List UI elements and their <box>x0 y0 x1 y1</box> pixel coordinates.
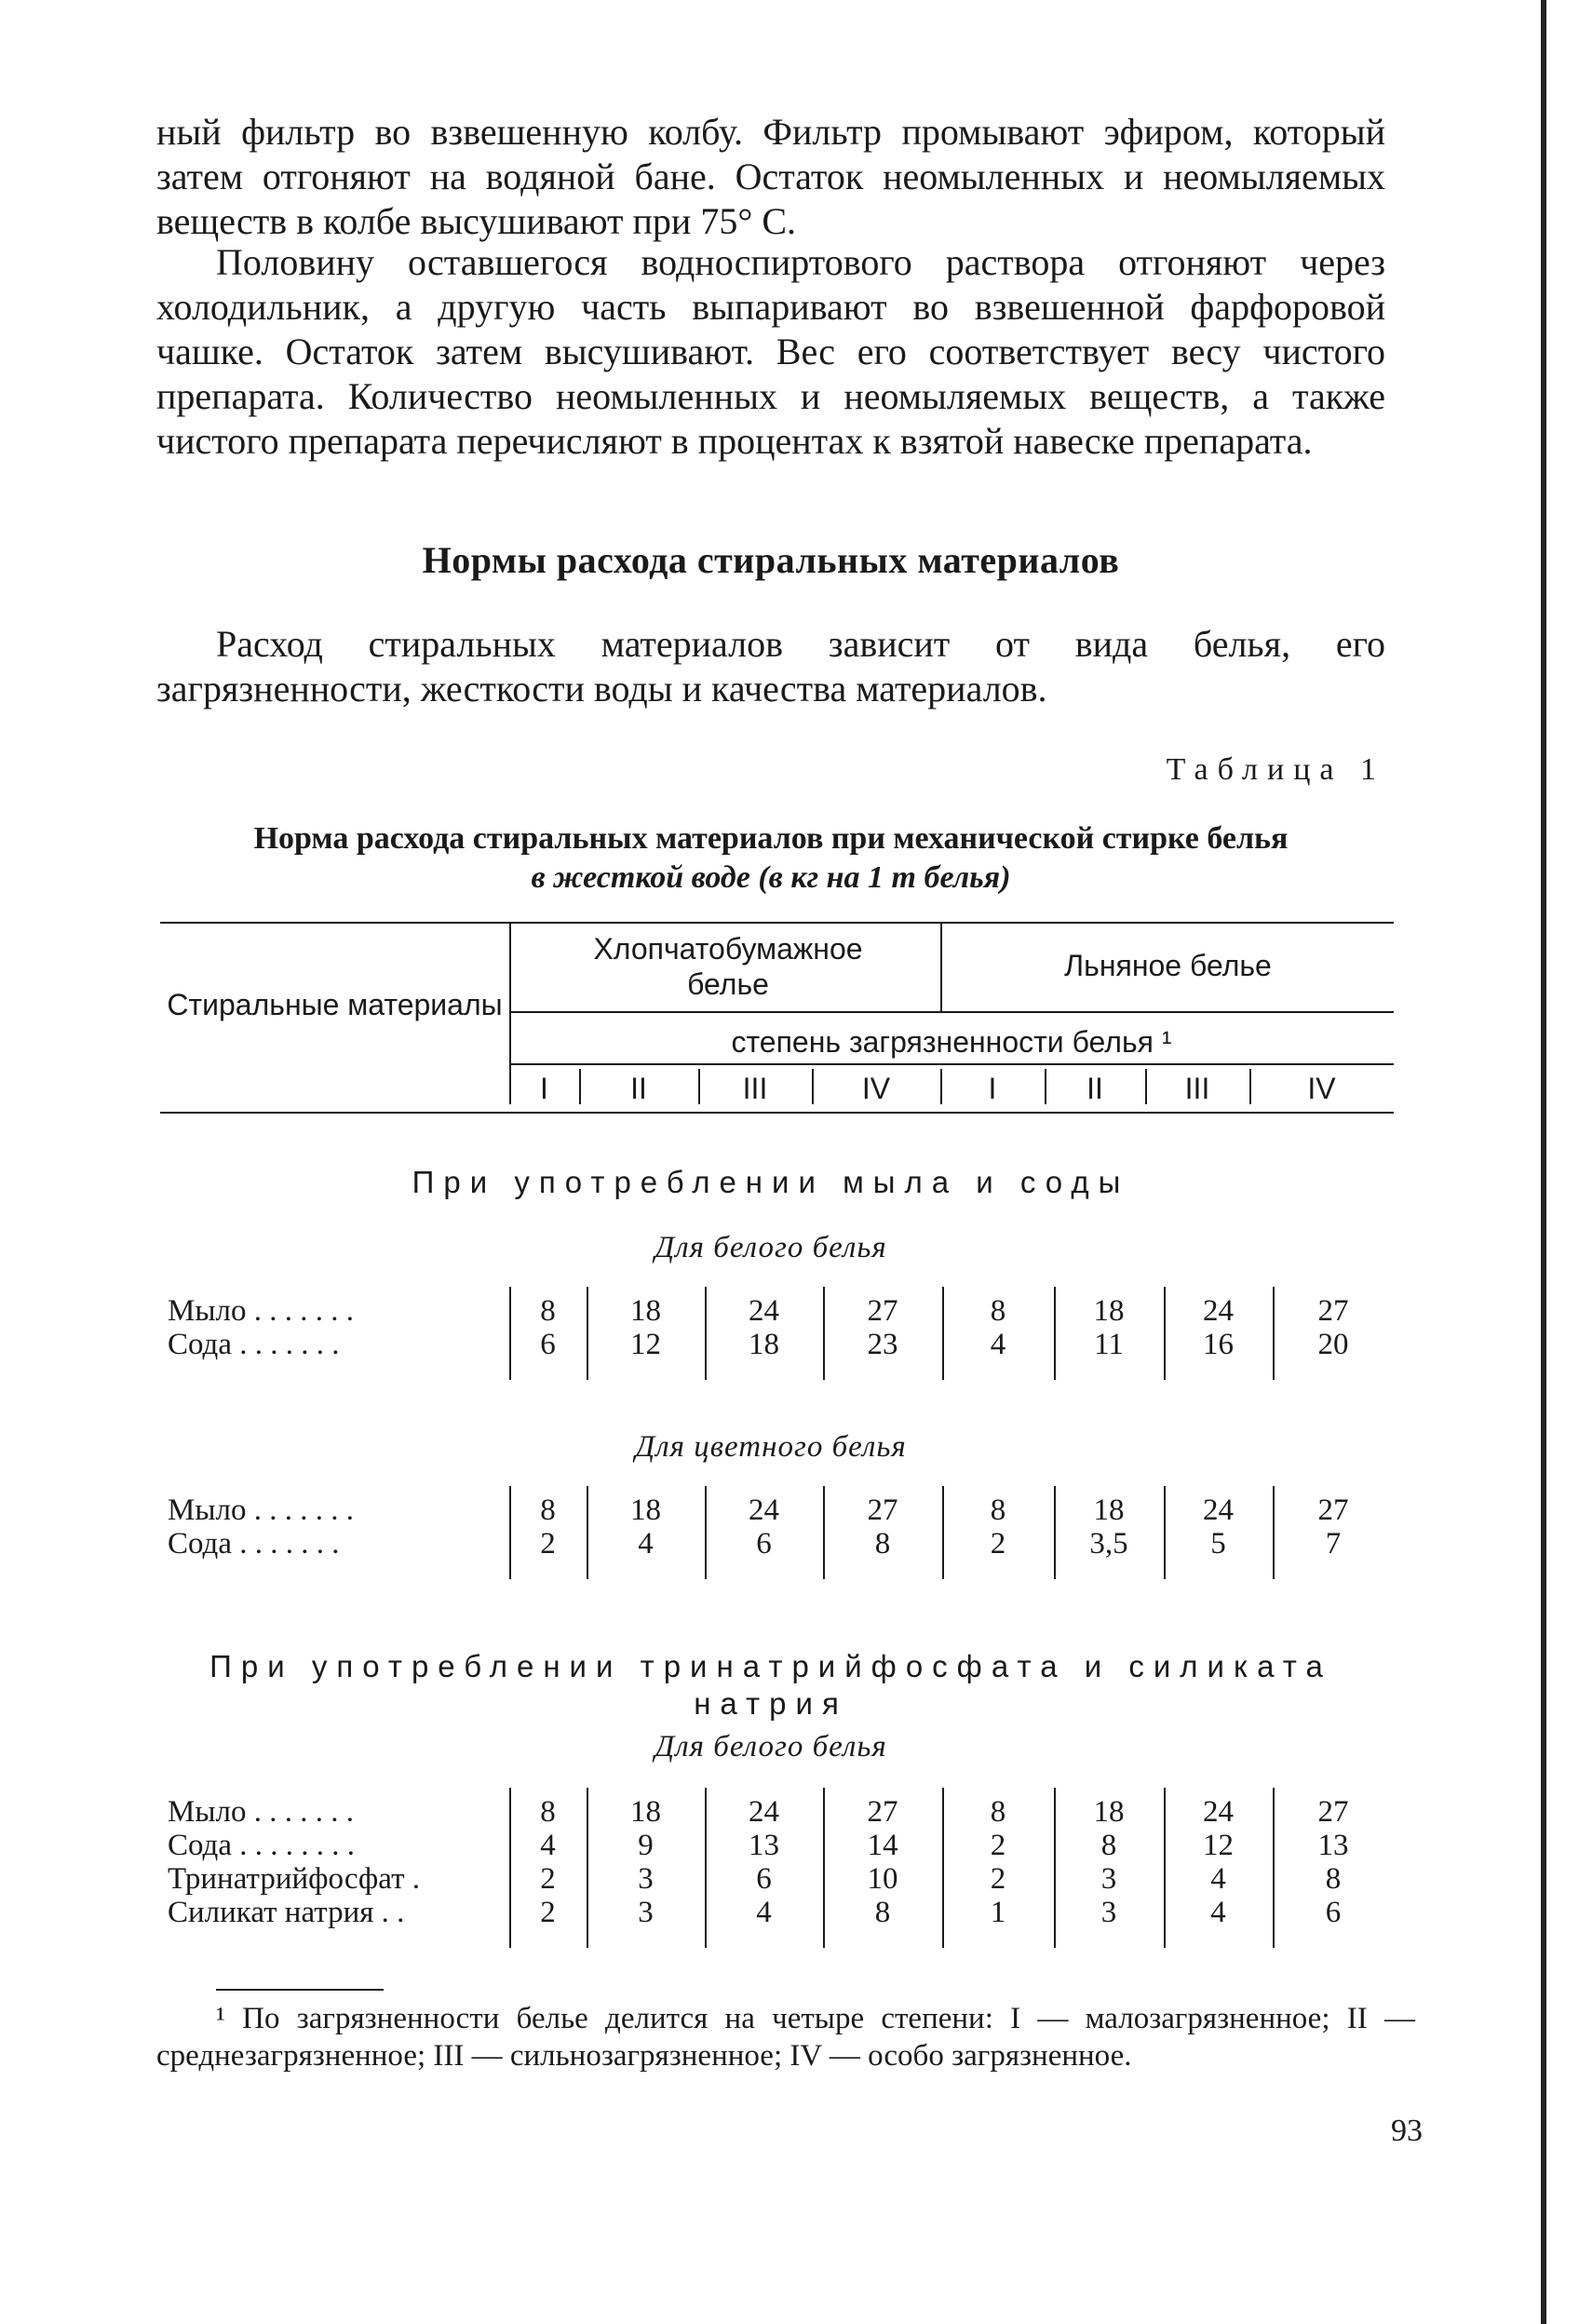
table-cell: 8 <box>1100 1829 1117 1862</box>
table-cell: 8 <box>540 1294 556 1328</box>
header-degree: степень загрязненности белья ¹ <box>731 1025 1172 1059</box>
group-subtitle: Для белого белья <box>655 1730 887 1763</box>
table-cell: 3 <box>1100 1862 1117 1896</box>
table-cell: 24 <box>1203 1795 1234 1829</box>
table-row <box>160 1294 1394 1328</box>
degree-cell: IV <box>1307 1072 1336 1105</box>
section-heading: Нормы расхода стиральных материалов <box>422 539 1120 581</box>
table-cell: 18 <box>749 1328 779 1361</box>
table-cell: 24 <box>749 1795 779 1829</box>
table-cell: 5 <box>1210 1527 1226 1561</box>
paragraph-consumption: Расход стиральных материалов зависит от вида белья, его загрязненности, жесткости воды и качества материалов. <box>156 623 1385 709</box>
group-subtitle: Для белого белья <box>655 1231 887 1264</box>
table-cell: 7 <box>1325 1527 1342 1561</box>
table-cell: 8 <box>990 1493 1006 1527</box>
table-row <box>160 1527 1394 1561</box>
table-cell: 11 <box>1094 1328 1124 1361</box>
data-group <box>160 1294 1394 1380</box>
table-cell: 3 <box>638 1862 654 1896</box>
row-label: Тринатрийфосфат . <box>168 1862 421 1896</box>
table-cell: 2 <box>540 1527 556 1561</box>
table-cell: 6 <box>540 1328 556 1361</box>
header-cotton: Хлопчатобумажное белье <box>593 932 863 1001</box>
degree-divider <box>698 1069 700 1104</box>
paragraph-filter: ный фильтр во взвешенную колбу. Фильтр промывают эфиром, который затем отгоняют на водяной бане. Остаток неомыленных и неомыляемых веществ в колбе высушивают при 75° С. <box>156 111 1385 242</box>
table-cell: 16 <box>1203 1328 1234 1361</box>
footnote: ¹ По загрязненности белье делится на четыре степени: I — малозагрязненное; II — среднезагрязненное; III — сильнозагрязненное; IV — особо загрязненное. <box>156 2002 1415 2073</box>
table-cell: 3 <box>638 1896 654 1929</box>
table-cell: 4 <box>1210 1896 1226 1929</box>
table-cell: 27 <box>867 1493 898 1527</box>
row-label: Мыло . . . . . . . <box>168 1294 354 1328</box>
table-cell: 18 <box>630 1795 661 1829</box>
page-number: 93 <box>1391 2114 1423 2148</box>
degree-divider <box>940 1069 942 1104</box>
table-cell: 27 <box>1317 1493 1349 1527</box>
row-label: Сода . . . . . . . <box>168 1527 340 1561</box>
table-caption-sub: в жесткой воде (в кг на 1 т белья) <box>531 860 1011 895</box>
page-edge-shadow <box>1541 0 1546 2324</box>
table-cell: 8 <box>540 1795 556 1829</box>
row-label: Силикат натрия . . <box>168 1896 405 1929</box>
row-label: Сода . . . . . . . <box>168 1328 340 1361</box>
table-row <box>160 1829 1394 1862</box>
table-cell: 9 <box>638 1829 654 1862</box>
data-group <box>160 1493 1394 1579</box>
group-subtitle: Для цветного белья <box>635 1430 907 1464</box>
table-cell: 20 <box>1317 1328 1349 1361</box>
table-cell: 6 <box>756 1527 772 1561</box>
table-cell: 2 <box>990 1527 1006 1561</box>
table-cell: 12 <box>1203 1829 1234 1862</box>
table-cell: 12 <box>630 1328 661 1361</box>
table-cell: 23 <box>867 1328 898 1361</box>
header-materials: Стиральные материалы <box>167 988 503 1021</box>
table-cell: 10 <box>867 1862 898 1896</box>
row-label: Мыло . . . . . . . <box>168 1795 354 1829</box>
table-cell: 4 <box>540 1829 556 1862</box>
table-cell: 24 <box>1203 1294 1234 1328</box>
table-cell: 8 <box>874 1896 891 1929</box>
degree-divider <box>812 1069 814 1104</box>
table-cell: 13 <box>749 1829 779 1862</box>
table-cell: 24 <box>749 1493 779 1527</box>
table-caption <box>156 819 1385 898</box>
table-cell: 27 <box>1317 1294 1349 1328</box>
table-cell: 4 <box>1210 1862 1226 1896</box>
table-cell: 8 <box>990 1795 1006 1829</box>
table-row <box>160 1896 1394 1929</box>
table-cell: 18 <box>1093 1294 1125 1328</box>
row-label: Сода . . . . . . . . <box>168 1829 355 1862</box>
table-cell: 3,5 <box>1089 1527 1128 1561</box>
table-cell: 27 <box>867 1795 898 1829</box>
table-cell: 27 <box>1317 1795 1349 1829</box>
table-cell: 14 <box>867 1829 898 1862</box>
degree-cell: I <box>540 1072 548 1105</box>
degree-cell: III <box>1184 1072 1210 1105</box>
row-label: Мыло . . . . . . . <box>168 1493 354 1527</box>
table-header <box>160 922 1394 1136</box>
table-cell: 8 <box>540 1493 556 1527</box>
degree-divider <box>1045 1069 1046 1104</box>
table-cell: 2 <box>540 1862 556 1896</box>
table-cell: 24 <box>1203 1493 1234 1527</box>
table-row <box>160 1795 1394 1829</box>
table-cell: 6 <box>1325 1896 1342 1929</box>
table-cell: 18 <box>630 1294 661 1328</box>
table-cell: 2 <box>540 1896 556 1929</box>
header-rule <box>509 1063 1394 1065</box>
header-bottom-rule <box>160 1112 1394 1114</box>
table-cell: 8 <box>1325 1862 1342 1896</box>
paragraph-evaporation: Половину оставшегося водноспиртового раствора отгоняют через холодильник, а другую часть выпаривают во взвешенной фарфоровой чашке. Остаток затем высушивают. Вес его соответствует весу чистого препарата. Количество неомыленных и неомыляемых веществ, а также чистого препарата перечисляют в процентах к взятой навеске препарата. <box>156 241 1385 462</box>
table-cell: 2 <box>990 1862 1006 1896</box>
table-cell: 8 <box>874 1527 891 1561</box>
header-rule <box>509 1011 1394 1013</box>
degree-cell: IV <box>861 1072 891 1105</box>
footnote-rule <box>216 1989 384 1991</box>
degree-cell: II <box>1086 1072 1103 1105</box>
degree-cell: II <box>630 1072 647 1105</box>
table-cell: 2 <box>990 1829 1006 1862</box>
table-cell: 4 <box>638 1527 654 1561</box>
table-cell: 18 <box>1093 1795 1125 1829</box>
degree-divider <box>579 1069 581 1104</box>
table-cell: 3 <box>1100 1896 1117 1929</box>
degree-cell: I <box>988 1072 997 1105</box>
table-cell: 4 <box>990 1328 1006 1361</box>
table-cell: 18 <box>630 1493 661 1527</box>
degree-divider <box>1249 1069 1251 1104</box>
degree-cell: III <box>742 1072 768 1105</box>
table-row <box>160 1493 1394 1527</box>
degree-divider <box>1145 1069 1147 1104</box>
table-cell: 24 <box>749 1294 779 1328</box>
data-group <box>160 1795 1394 1948</box>
table-row <box>160 1862 1394 1896</box>
table-cell: 1 <box>990 1896 1006 1929</box>
section-title: При употреблении мыла и соды <box>412 1165 1130 1199</box>
table-cell: 8 <box>990 1294 1006 1328</box>
table-row <box>160 1328 1394 1361</box>
table-cell: 18 <box>1093 1493 1125 1527</box>
header-linen: Льняное белье <box>1064 949 1272 982</box>
table-label: Таблица 1 <box>1166 752 1385 787</box>
table-cell: 4 <box>756 1896 772 1929</box>
table-caption-main: Норма расхода стиральных материалов при механической стирке белья <box>253 821 1289 856</box>
table-cell: 13 <box>1317 1829 1349 1862</box>
table-cell: 6 <box>756 1862 772 1896</box>
header-top-rule <box>160 922 1394 924</box>
section-title: При употреблении тринатрийфосфата и силиката натрия <box>209 1649 1332 1721</box>
table-cell: 27 <box>867 1294 898 1328</box>
